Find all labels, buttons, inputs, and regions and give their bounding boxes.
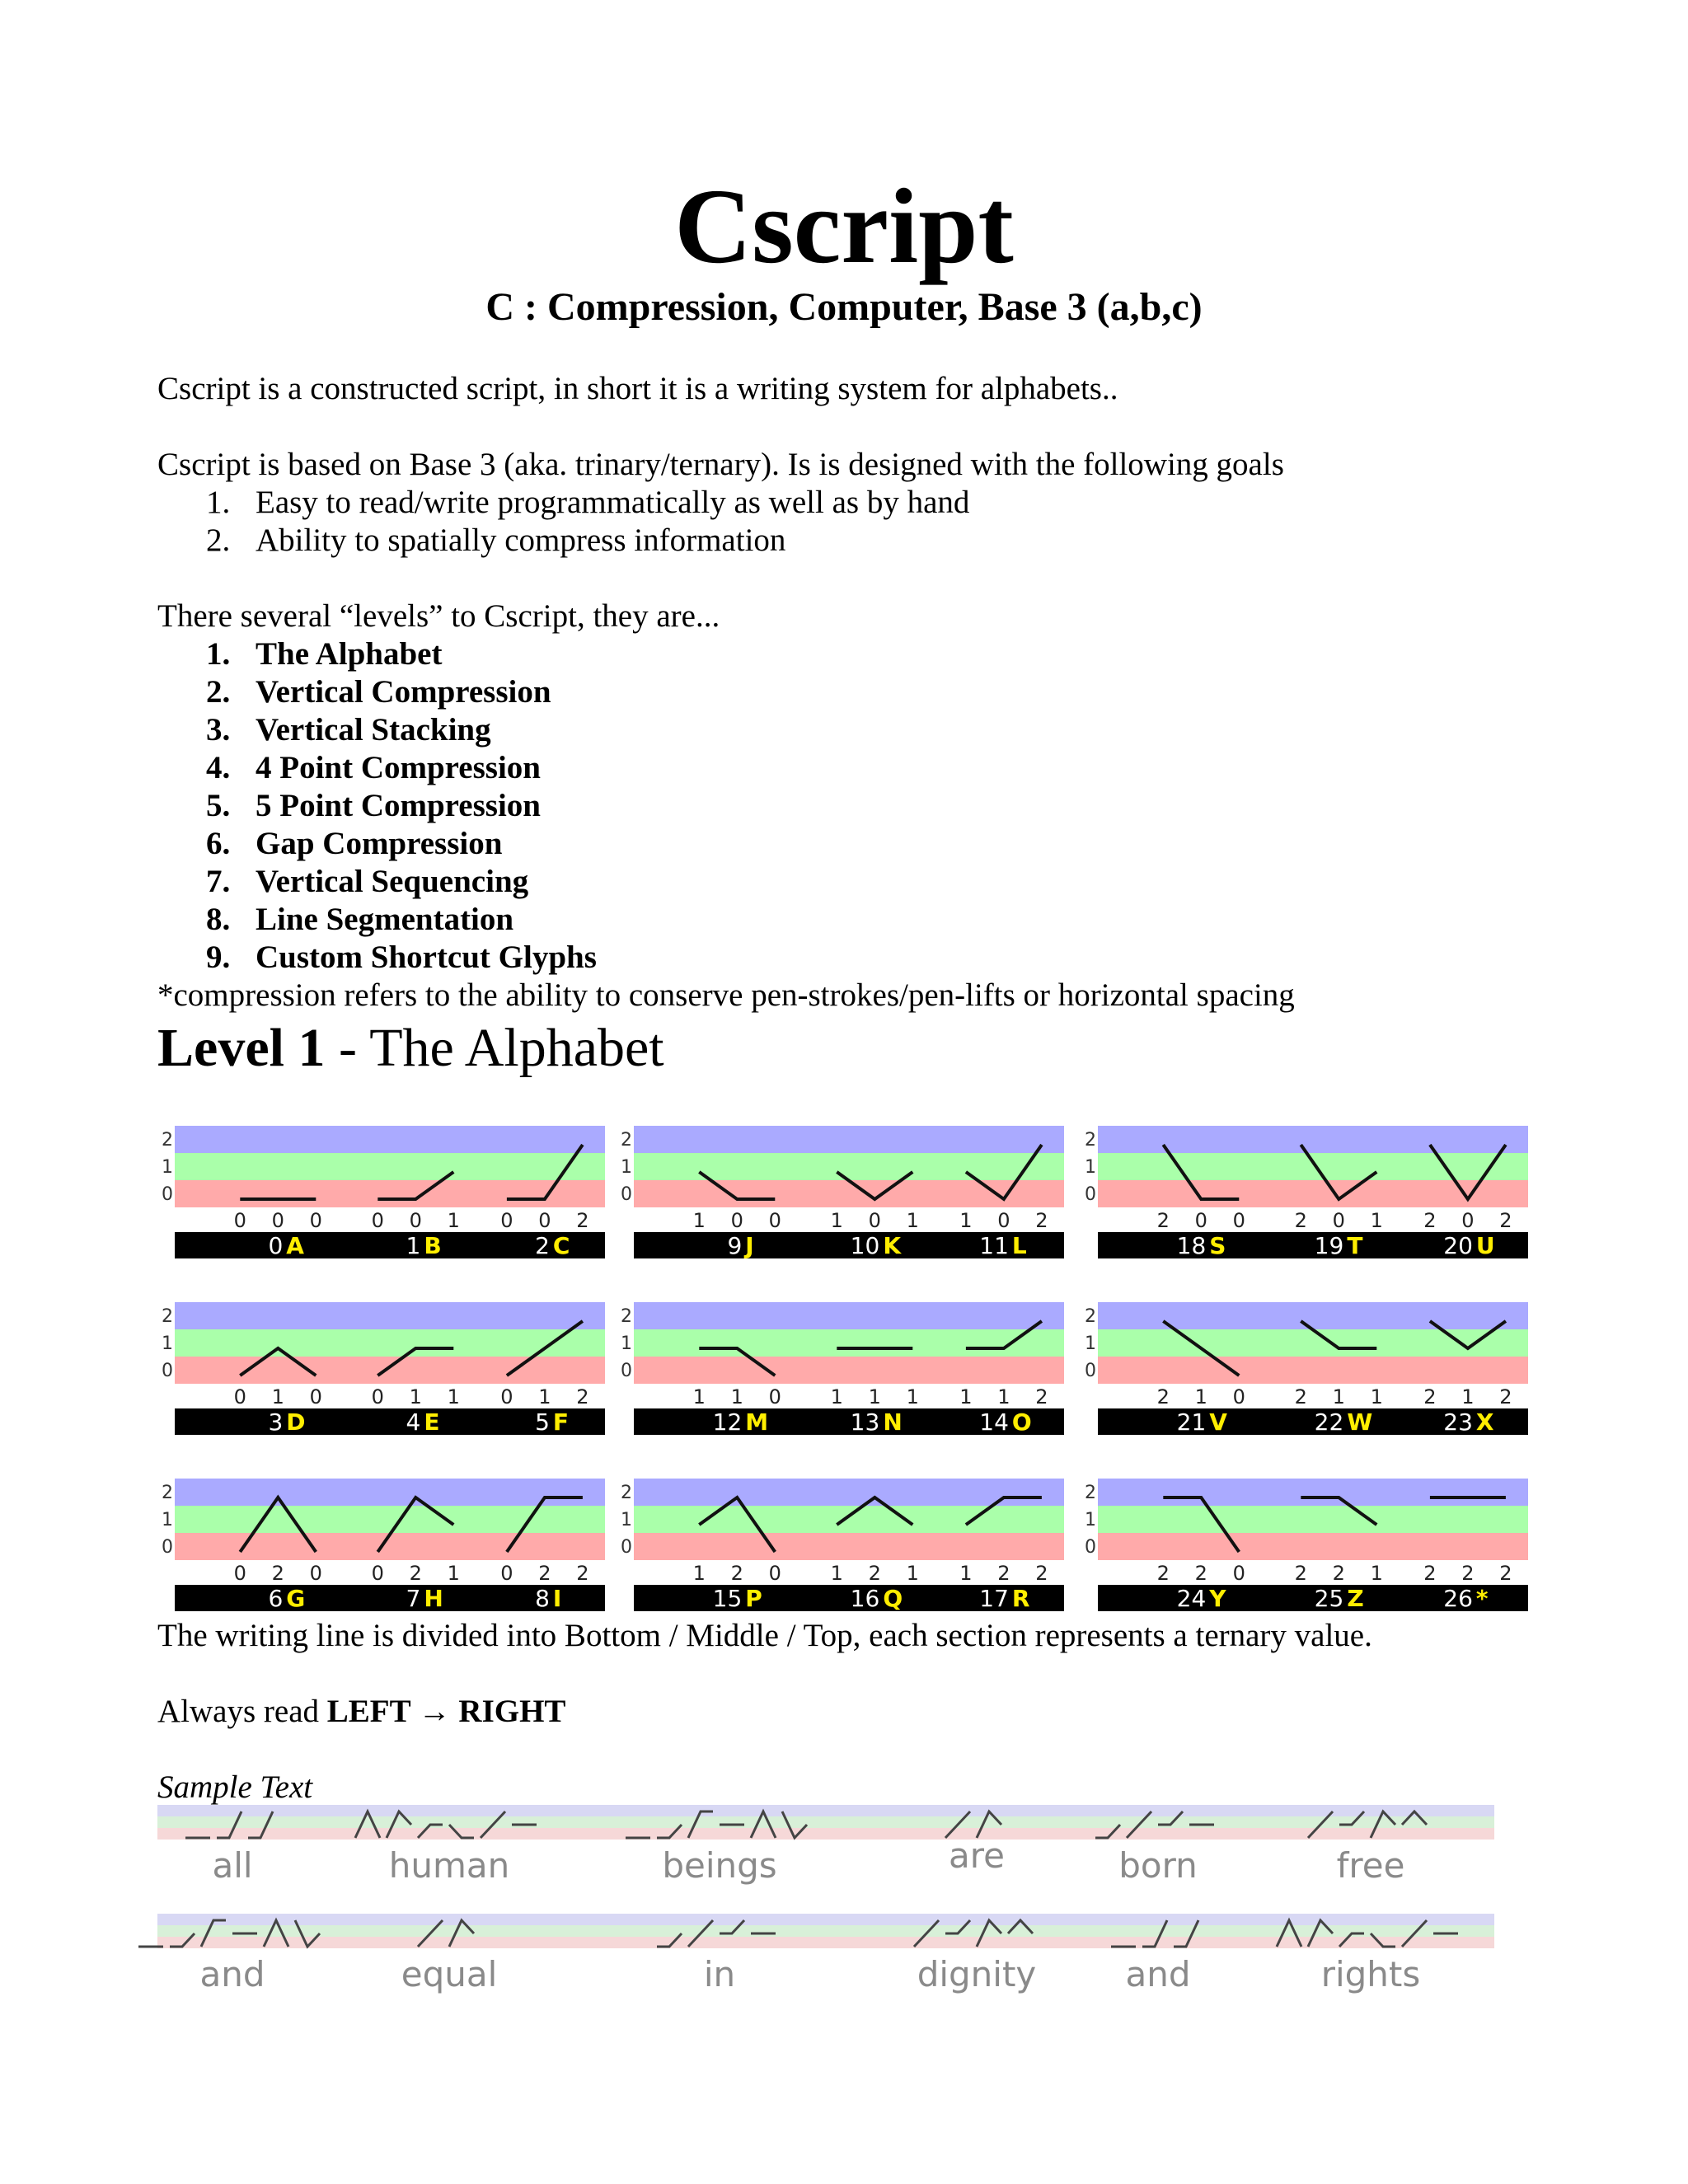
band-bottom (634, 1180, 1064, 1207)
page-title: Cscript (674, 167, 1014, 286)
ternary-digit: 0 (768, 1385, 781, 1408)
list-text: Vertical Stacking (256, 712, 491, 748)
ternary-digit: 0 (309, 1209, 322, 1232)
ternary-digit: 0 (371, 1209, 384, 1232)
ternary-digit: 2 (1332, 1562, 1345, 1585)
letter-glyph-label: D (286, 1408, 306, 1436)
ternary-digit: 1 (447, 1209, 460, 1232)
ternary-digit: 2 (1156, 1209, 1170, 1232)
ternary-digit: 2 (576, 1562, 589, 1585)
sample-word: human (388, 1845, 510, 1886)
letter-glyph-label: K (883, 1232, 902, 1259)
band-middle (175, 1506, 605, 1533)
ternary-digit: 1 (730, 1385, 743, 1408)
letter-glyph-label: A (286, 1232, 304, 1259)
letter-number: 4 (406, 1408, 421, 1436)
heading-rest: - The Alphabet (325, 1018, 664, 1078)
ternary-digit: 0 (538, 1209, 551, 1232)
letter-number: 20 (1443, 1232, 1473, 1259)
axis-label: 2 (162, 1130, 173, 1151)
ternary-digit: 2 (1035, 1385, 1048, 1408)
ternary-digit: 2 (1035, 1562, 1048, 1585)
footnote: *compression refers to the ability to conserve pen-strokes/pen-lifts or horizontal spacing (157, 977, 1295, 1013)
list-text: The Alphabet (256, 636, 443, 672)
ternary-digit: 0 (730, 1209, 743, 1232)
ternary-digit: 2 (1499, 1562, 1512, 1585)
letter-number: 14 (979, 1408, 1009, 1436)
ternary-digit: 1 (997, 1385, 1010, 1408)
letter-glyph-label: N (883, 1408, 903, 1436)
letter-glyph-label: E (424, 1408, 440, 1436)
ternary-digit: 2 (1499, 1209, 1512, 1232)
read-direction-bold: LEFT → RIGHT (326, 1694, 566, 1729)
axis-label: 2 (621, 1306, 632, 1327)
ternary-digit: 1 (1332, 1385, 1345, 1408)
letter-number: 19 (1314, 1232, 1344, 1259)
ternary-digit: 1 (906, 1385, 919, 1408)
letter-number: 23 (1443, 1408, 1473, 1436)
letter-glyph-label: U (1475, 1232, 1495, 1259)
letter-number: 17 (979, 1585, 1009, 1612)
ternary-digit: 1 (868, 1385, 881, 1408)
ternary-digit: 1 (959, 1209, 973, 1232)
ternary-digit: 0 (271, 1209, 284, 1232)
band-top (1098, 1302, 1528, 1329)
axis-label: 1 (621, 1333, 632, 1354)
sample-word: dignity (917, 1954, 1037, 1994)
list-text: Line Segmentation (256, 902, 514, 937)
band-top (1098, 1479, 1528, 1506)
ternary-digit: 1 (447, 1385, 460, 1408)
letter-glyph-label: T (1347, 1232, 1363, 1259)
list-text: Easy to read/write programmatically as well as by hand (256, 485, 970, 520)
letter-glyph-label: P (745, 1585, 762, 1612)
band-top (634, 1126, 1064, 1153)
letter-number: 2 (535, 1232, 550, 1259)
axis-label: 0 (162, 1184, 173, 1205)
band-top (175, 1302, 605, 1329)
axis-label: 0 (1085, 1537, 1096, 1558)
letter-number: 24 (1176, 1585, 1207, 1612)
ternary-digit: 2 (1156, 1562, 1170, 1585)
ternary-digit: 1 (1370, 1209, 1383, 1232)
ternary-digit: 1 (1370, 1562, 1383, 1585)
ternary-digit: 1 (692, 1562, 706, 1585)
page-subtitle: C : Compression, Computer, Base 3 (a,b,c) (485, 285, 1203, 329)
ternary-digit: 0 (500, 1385, 513, 1408)
axis-label: 0 (621, 1361, 632, 1381)
axis-label: 2 (162, 1483, 173, 1503)
band-bottom (1098, 1357, 1528, 1384)
letter-glyph-label: J (745, 1232, 754, 1259)
letter-glyph-label: G (286, 1585, 306, 1612)
ternary-digit: 1 (959, 1562, 973, 1585)
list-number: 6. (206, 826, 231, 861)
band-top (175, 1126, 605, 1153)
sample-word: equal (401, 1954, 498, 1994)
sample-word: all (212, 1845, 253, 1886)
axis-label: 1 (1085, 1157, 1096, 1178)
letter-glyph-label: Y (1209, 1585, 1226, 1612)
ternary-digit: 2 (1499, 1385, 1512, 1408)
ternary-digit: 2 (1423, 1385, 1437, 1408)
sample-word: born (1118, 1845, 1198, 1886)
ternary-digit: 0 (868, 1209, 881, 1232)
letter-number: 12 (712, 1408, 743, 1436)
band-middle (1098, 1329, 1528, 1357)
sample-word: in (703, 1954, 736, 1994)
ternary-digit: 1 (830, 1385, 843, 1408)
list-text: Custom Shortcut Glyphs (256, 940, 597, 975)
letter-number: 10 (850, 1232, 880, 1259)
letter-glyph-label: R (1011, 1585, 1030, 1612)
sample-word: and (199, 1954, 265, 1994)
letter-number: 3 (268, 1408, 284, 1436)
letter-glyph-label: Q (883, 1585, 903, 1612)
band-top (634, 1302, 1064, 1329)
list-number: 2. (206, 523, 231, 558)
ternary-digit: 0 (233, 1385, 246, 1408)
axis-label: 0 (621, 1184, 632, 1205)
ternary-digit: 1 (830, 1209, 843, 1232)
letter-number: 9 (727, 1232, 743, 1259)
ternary-digit: 2 (868, 1562, 881, 1585)
letter-glyph-label: L (1011, 1232, 1027, 1259)
ternary-digit: 0 (500, 1562, 513, 1585)
letter-glyph-label: Z (1347, 1585, 1364, 1612)
ternary-digit: 2 (1294, 1385, 1307, 1408)
ternary-digit: 1 (447, 1562, 460, 1585)
sample-band-top (157, 1805, 1494, 1816)
band-middle (634, 1153, 1064, 1180)
ternary-digit: 0 (1232, 1209, 1245, 1232)
letter-glyph-label: W (1347, 1408, 1373, 1436)
ternary-digit: 0 (371, 1562, 384, 1585)
axis-label: 2 (1085, 1483, 1096, 1503)
band-top (1098, 1126, 1528, 1153)
axis-label: 1 (162, 1333, 173, 1354)
ternary-digit: 2 (576, 1209, 589, 1232)
ternary-digit: 2 (271, 1562, 284, 1585)
band-middle (175, 1153, 605, 1180)
axis-label: 1 (162, 1157, 173, 1178)
list-number: 2. (206, 674, 231, 710)
ternary-digit: 0 (768, 1209, 781, 1232)
intro-paragraph: Cscript is a constructed script, in short it is a writing system for alphabets.. (157, 371, 1118, 406)
axis-label: 2 (621, 1483, 632, 1503)
sample-word: beings (662, 1845, 777, 1886)
axis-label: 0 (162, 1361, 173, 1381)
letter-glyph-label: M (745, 1408, 769, 1436)
axis-label: 0 (1085, 1361, 1096, 1381)
ternary-digit: 0 (768, 1562, 781, 1585)
ternary-digit: 2 (1461, 1562, 1475, 1585)
list-number: 5. (206, 788, 231, 823)
ternary-digit: 2 (1294, 1209, 1307, 1232)
letter-number: 5 (535, 1408, 550, 1436)
axis-label: 2 (1085, 1130, 1096, 1151)
ternary-digit: 1 (538, 1385, 551, 1408)
axis-label: 1 (621, 1157, 632, 1178)
band-bottom (634, 1533, 1064, 1560)
letter-glyph-label: S (1209, 1232, 1226, 1259)
letter-number: 18 (1176, 1232, 1207, 1259)
letter-number: 26 (1443, 1585, 1473, 1612)
ternary-digit: 2 (1294, 1562, 1307, 1585)
letter-glyph-label: B (424, 1232, 442, 1259)
list-text: Gap Compression (256, 826, 503, 861)
list-text: 5 Point Compression (256, 788, 541, 823)
ternary-digit: 1 (409, 1385, 422, 1408)
ternary-digit: 1 (1194, 1385, 1207, 1408)
ternary-digit: 0 (997, 1209, 1010, 1232)
letter-glyph-label: * (1475, 1585, 1489, 1612)
ternary-digit: 1 (1461, 1385, 1475, 1408)
ternary-digit: 1 (906, 1562, 919, 1585)
letter-number: 6 (268, 1585, 284, 1612)
axis-label: 2 (162, 1306, 173, 1327)
band-bottom (175, 1357, 605, 1384)
axis-label: 1 (1085, 1333, 1096, 1354)
ternary-digit: 1 (271, 1385, 284, 1408)
axis-label: 0 (621, 1537, 632, 1558)
read-prefix: Always read (157, 1694, 327, 1729)
axis-label: 1 (162, 1510, 173, 1530)
letter-number: 1 (406, 1232, 421, 1259)
axis-label: 1 (1085, 1510, 1096, 1530)
ternary-digit: 2 (1194, 1562, 1207, 1585)
list-number: 1. (206, 636, 231, 672)
letter-number: 7 (406, 1585, 421, 1612)
list-number: 9. (206, 940, 231, 975)
axis-label: 0 (162, 1537, 173, 1558)
band-bottom (634, 1357, 1064, 1384)
list-text: Vertical Sequencing (256, 864, 529, 899)
list-text: Vertical Compression (256, 674, 551, 710)
ternary-digit: 1 (906, 1209, 919, 1232)
sample-word: and (1125, 1954, 1191, 1994)
levels-intro: There several “levels” to Cscript, they are... (157, 598, 720, 634)
axis-label: 2 (1085, 1306, 1096, 1327)
ternary-digit: 0 (409, 1209, 422, 1232)
letter-number: 21 (1176, 1408, 1207, 1436)
letter-number: 22 (1314, 1408, 1344, 1436)
letter-number: 16 (850, 1585, 880, 1612)
letter-glyph-label: C (552, 1232, 570, 1259)
band-bottom (1098, 1533, 1528, 1560)
ternary-digit: 0 (1232, 1385, 1245, 1408)
letter-number: 13 (850, 1408, 880, 1436)
list-text: 4 Point Compression (256, 750, 541, 785)
read-direction (157, 1693, 565, 1731)
ternary-digit: 2 (576, 1385, 589, 1408)
letter-glyph-label: V (1209, 1408, 1227, 1436)
sample-text-title: Sample Text (157, 1769, 313, 1805)
ternary-digit: 0 (309, 1385, 322, 1408)
ternary-digit: 1 (1370, 1385, 1383, 1408)
letter-number: 8 (535, 1585, 550, 1612)
band-middle (634, 1506, 1064, 1533)
sample-word: free (1336, 1845, 1405, 1886)
ternary-digit: 0 (1332, 1209, 1345, 1232)
base-paragraph: Cscript is based on Base 3 (aka. trinary/ternary). Is is designed with the following goals (157, 447, 1284, 482)
list-number: 7. (206, 864, 231, 899)
writing-line-paragraph: The writing line is divided into Bottom / Middle / Top, each section represents a ternary value. (157, 1618, 1372, 1653)
ternary-digit: 1 (692, 1385, 706, 1408)
list-number: 4. (206, 750, 231, 785)
band-middle (1098, 1153, 1528, 1180)
letter-number: 15 (712, 1585, 743, 1612)
letter-glyph-label: H (424, 1585, 443, 1612)
sample-word: rights (1320, 1954, 1421, 1994)
axis-label: 2 (621, 1130, 632, 1151)
ternary-digit: 2 (997, 1562, 1010, 1585)
ternary-digit: 1 (959, 1385, 973, 1408)
band-middle (634, 1329, 1064, 1357)
ternary-digit: 0 (1232, 1562, 1245, 1585)
ternary-digit: 2 (1423, 1562, 1437, 1585)
axis-label: 1 (621, 1510, 632, 1530)
sample-band-bottom (157, 1937, 1494, 1948)
ternary-digit: 2 (730, 1562, 743, 1585)
ternary-digit: 2 (1156, 1385, 1170, 1408)
heading-bold: Level 1 (157, 1018, 326, 1078)
letter-number: 0 (268, 1232, 284, 1259)
ternary-digit: 1 (692, 1209, 706, 1232)
list-number: 8. (206, 902, 231, 937)
letter-glyph-label: X (1475, 1408, 1494, 1436)
ternary-digit: 0 (1461, 1209, 1475, 1232)
sample-band-top (157, 1914, 1494, 1925)
ternary-digit: 0 (233, 1209, 246, 1232)
letter-glyph-label: F (552, 1408, 570, 1436)
axis-label: 0 (1085, 1184, 1096, 1205)
ternary-digit: 1 (830, 1562, 843, 1585)
ternary-digit: 2 (1035, 1209, 1048, 1232)
band-middle (1098, 1506, 1528, 1533)
sample-band-middle (157, 1816, 1494, 1828)
list-number: 3. (206, 712, 231, 748)
letter-number: 25 (1314, 1585, 1344, 1612)
ternary-digit: 0 (371, 1385, 384, 1408)
ternary-digit: 2 (1423, 1209, 1437, 1232)
sample-word: are (949, 1835, 1005, 1876)
list-number: 1. (206, 485, 231, 520)
list-text: Ability to spatially compress information (256, 523, 786, 558)
letter-glyph-label: O (1011, 1408, 1032, 1436)
ternary-digit: 0 (233, 1562, 246, 1585)
letter-glyph-label: I (552, 1585, 562, 1612)
ternary-digit: 2 (409, 1562, 422, 1585)
letter-number: 11 (979, 1232, 1009, 1259)
ternary-digit: 0 (1194, 1209, 1207, 1232)
band-bottom (175, 1180, 605, 1207)
ternary-digit: 0 (500, 1209, 513, 1232)
ternary-digit: 2 (538, 1562, 551, 1585)
ternary-digit: 0 (309, 1562, 322, 1585)
